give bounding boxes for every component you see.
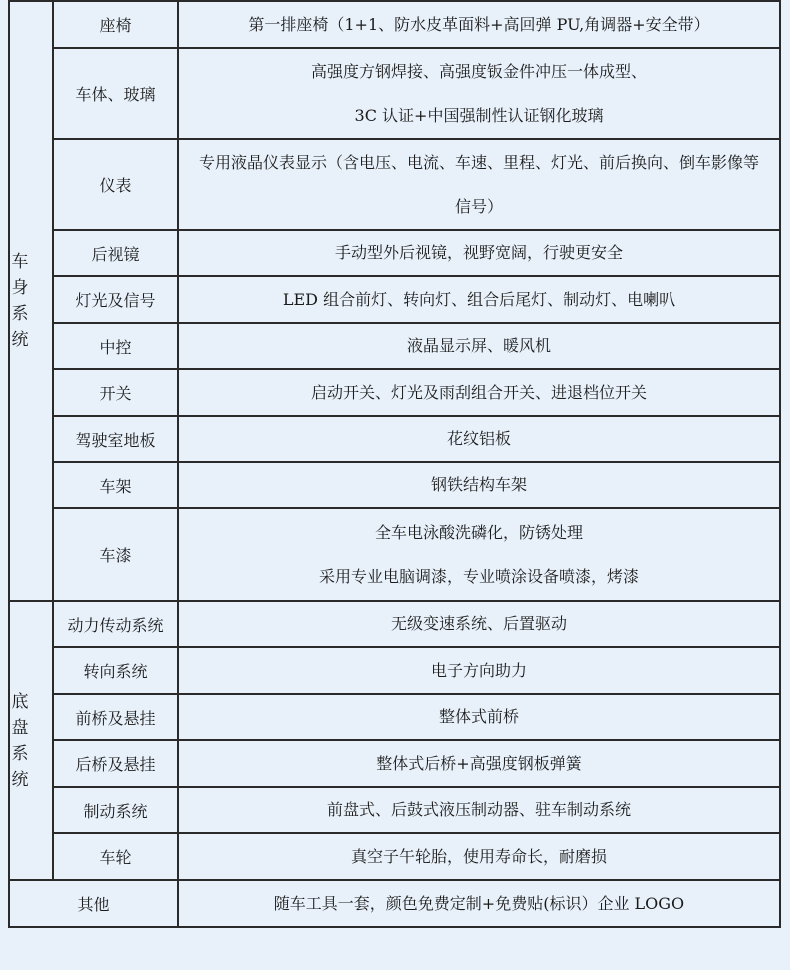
row-value-line: 液晶显示屏、暖风机 bbox=[406, 336, 551, 355]
row-value-line: 整体式后桥+高强度钢板弹簧 bbox=[376, 753, 582, 773]
row-value bbox=[178, 787, 780, 833]
row-label: 后桥及悬挂 bbox=[53, 740, 178, 787]
row-value-line: 信号） bbox=[454, 196, 503, 216]
table-row bbox=[9, 787, 780, 833]
group-label-body bbox=[9, 1, 53, 601]
row-value-line: 启动开关、灯光及雨刮组合开关、进退档位开关 bbox=[310, 382, 647, 402]
row-value-line: 3C 认证+中国强制性认证钢化玻璃 bbox=[354, 105, 604, 125]
row-value-line: 高强度方钢焊接、高强度钣金件冲压一体成型、 bbox=[310, 61, 647, 81]
row-value bbox=[178, 323, 780, 369]
row-label: 车轮 bbox=[53, 833, 178, 880]
table-row bbox=[9, 48, 780, 139]
row-value bbox=[178, 462, 780, 508]
row-value bbox=[178, 369, 780, 416]
row-label: 车体、玻璃 bbox=[53, 48, 178, 139]
table-row bbox=[9, 508, 780, 601]
table-row bbox=[9, 369, 780, 416]
row-label: 转向系统 bbox=[53, 647, 178, 694]
row-value-line: 专用液晶仪表显示（含电压、电流、车速、里程、灯光、前后换向、倒车影像等 bbox=[198, 152, 759, 172]
row-value-line: 全车电泳酸洗磷化，防锈处理 bbox=[374, 522, 583, 542]
row-value bbox=[178, 601, 780, 647]
row-label: 仪表 bbox=[53, 139, 178, 230]
row-label: 座椅 bbox=[53, 1, 178, 48]
row-value bbox=[178, 48, 780, 139]
table-row bbox=[9, 462, 780, 508]
group-body-text: 车身系统 bbox=[11, 252, 29, 350]
row-value bbox=[178, 647, 780, 694]
row-value bbox=[178, 230, 780, 276]
table-row bbox=[9, 230, 780, 276]
table-row bbox=[9, 833, 780, 880]
table-row bbox=[9, 323, 780, 369]
table-row bbox=[9, 647, 780, 694]
row-label: 车漆 bbox=[53, 508, 178, 601]
table-row bbox=[9, 601, 780, 647]
row-value-line: 花纹铝板 bbox=[446, 429, 511, 448]
row-value-line: 电子方向助力 bbox=[430, 660, 527, 680]
row-label: 制动系统 bbox=[53, 787, 178, 833]
row-value-line: LED 组合前灯、转向灯、组合后尾灯、制动灯、电喇叭 bbox=[282, 289, 676, 309]
row-label: 中控 bbox=[53, 323, 178, 369]
row-label: 开关 bbox=[53, 369, 178, 416]
spec-table bbox=[8, 0, 781, 928]
table-row bbox=[9, 416, 780, 462]
row-value-line: 手动型外后视镜，视野宽阔，行驶更安全 bbox=[334, 243, 623, 262]
row-value bbox=[178, 139, 780, 230]
table-row bbox=[9, 880, 780, 927]
row-value-line: 采用专业电脑调漆，专业喷涂设备喷漆，烤漆 bbox=[318, 566, 639, 586]
row-value-line: 无级变速系统、后置驱动 bbox=[390, 614, 567, 633]
row-label: 前桥及悬挂 bbox=[53, 694, 178, 740]
row-value-line: 真空子午轮胎，使用寿命长，耐磨损 bbox=[350, 846, 607, 866]
table-row bbox=[9, 694, 780, 740]
row-value-line: 整体式前桥 bbox=[438, 707, 519, 726]
row-value-line: 钢铁结构车架 bbox=[430, 475, 527, 494]
row-label: 后视镜 bbox=[53, 230, 178, 276]
group-chassis-text: 底盘系统 bbox=[11, 691, 29, 790]
table-row bbox=[9, 1, 780, 48]
row-label: 动力传动系统 bbox=[53, 601, 178, 647]
row-value-other: 随车工具一套，颜色免费定制+免费贴(标识）企业 LOGO bbox=[178, 880, 780, 927]
row-value bbox=[178, 833, 780, 880]
row-label-other: 其他 bbox=[9, 880, 178, 927]
group-label-chassis bbox=[9, 601, 53, 880]
row-value-line: 前盘式、后鼓式液压制动器、驻车制动系统 bbox=[326, 800, 631, 819]
row-value-line: 第一排座椅（1+1、防水皮革面料+高回弹 PU,角调器+安全带） bbox=[248, 14, 710, 34]
table-row bbox=[9, 276, 780, 323]
row-label: 驾驶室地板 bbox=[53, 416, 178, 462]
table-row bbox=[9, 740, 780, 787]
row-value bbox=[178, 740, 780, 787]
row-value bbox=[178, 508, 780, 601]
row-label: 车架 bbox=[53, 462, 178, 508]
table-row bbox=[9, 139, 780, 230]
row-label: 灯光及信号 bbox=[53, 276, 178, 323]
row-value bbox=[178, 1, 780, 48]
row-value bbox=[178, 694, 780, 740]
row-value bbox=[178, 276, 780, 323]
row-value bbox=[178, 416, 780, 462]
